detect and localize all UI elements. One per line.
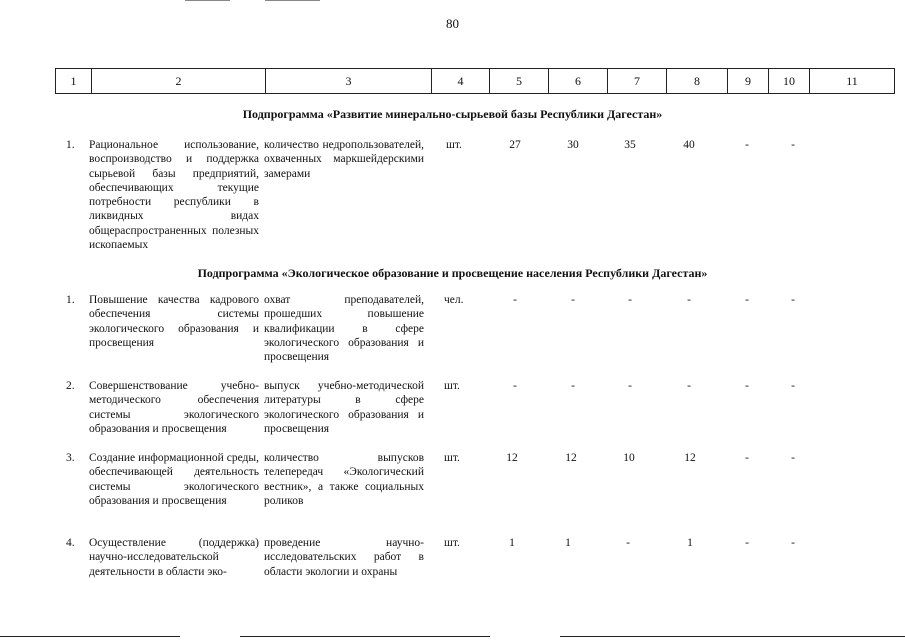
value-col7: 10 [623,452,635,464]
unit: чел. [444,294,464,306]
value-col5: - [513,294,517,306]
value-col9: - [745,139,749,151]
column-header: 10 [769,69,810,94]
scan-edge-line [240,636,490,637]
measure-text: Рациональное использование, воспроизводство и поддержка сырьевой базы предприятий, обеспечивающих текущие потребности республики в ликвидных видах общераспространенных полезных ископаемых [89,139,259,252]
unit: шт. [444,537,460,549]
indicator-text: проведение научно-исследовательских работ в области экологии и охраны [264,537,424,578]
column-header: 3 [266,69,432,94]
value-col8: 1 [687,537,693,549]
value-col6: 1 [565,537,571,549]
value-col7: - [628,294,632,306]
value-col9: - [745,537,749,549]
column-header: 5 [490,69,549,94]
column-header: 6 [549,69,608,94]
value-col5: 27 [509,139,521,151]
value-col10: - [791,537,795,549]
indicator-text: количество недропользователей, охваченных маркшейдерскими замерами [264,139,424,180]
column-header: 1 [56,69,92,94]
section-title: Подпрограмма «Экологическое образование и просвещение населения Республики Дагестан» [197,266,708,280]
value-col8: 40 [683,139,695,151]
row-number: 2. [66,380,75,392]
unit: шт. [444,452,460,464]
column-header: 4 [432,69,490,94]
column-header: 2 [92,69,266,94]
value-col9: - [745,452,749,464]
scan-mark [265,0,320,1]
column-header: 9 [728,69,769,94]
value-col9: - [745,294,749,306]
value-col10: - [791,294,795,306]
section-title: Подпрограмма «Развитие минерально-сырьевой базы Республики Дагестан» [242,107,663,121]
unit: шт. [444,380,460,392]
value-col7: 35 [624,139,636,151]
value-col7: - [628,380,632,392]
value-col6: 12 [565,452,577,464]
indicator-text: выпуск учебно-методической литературы в сфере экологического образования и просвещения [264,380,424,435]
column-header: 7 [608,69,667,94]
value-col5: 12 [506,452,518,464]
value-col8: - [687,380,691,392]
row-number: 3. [66,452,75,464]
value-col7: - [626,537,630,549]
indicator-text: количество выпусков телепередач «Экологический вестник», а также социальных роликов [264,452,424,507]
value-col5: 1 [509,537,515,549]
value-col10: - [791,139,795,151]
row-number: 1. [66,139,75,151]
page-number: 80 [446,16,459,31]
column-header: 8 [667,69,728,94]
value-col6: - [571,380,575,392]
value-col8: 12 [684,452,696,464]
scan-mark [185,0,230,1]
unit: шт. [446,139,462,151]
value-col10: - [791,380,795,392]
scan-edge-line [0,636,180,637]
measure-text: Повышение качества кадрового обеспечения системы экологического образования и просвещения [89,294,259,349]
value-col10: - [791,452,795,464]
indicator-text: охват преподавателей, прошедших повышение квалификации в сфере экологического образования и просвещения [264,294,424,364]
column-header: 11 [810,69,895,94]
value-col6: - [571,294,575,306]
row-number: 4. [66,537,75,549]
value-col6: 30 [567,139,579,151]
column-header-row [55,68,895,94]
value-col8: - [687,294,691,306]
measure-text: Осуществление (поддержка) научно-исследовательской деятельности в области эко- [89,537,259,578]
measure-text: Создание информационной среды, обеспечивающей деятельность системы экологического образования и просвещения [89,452,259,507]
row-number: 1. [66,294,75,306]
value-col5: - [513,380,517,392]
measure-text: Совершенствование учебно-методического обеспечения системы экологического образования и просвещения [89,380,259,435]
scan-edge-line [560,636,905,637]
value-col9: - [745,380,749,392]
